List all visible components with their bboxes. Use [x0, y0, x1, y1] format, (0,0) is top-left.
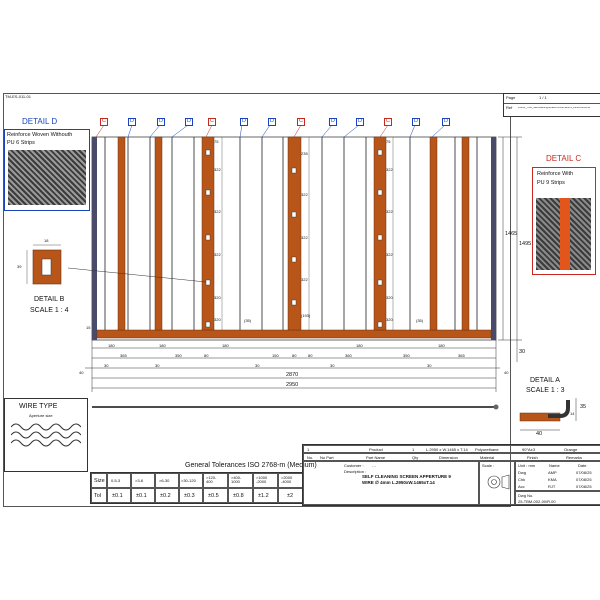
callout-d[interactable]: D — [242, 118, 246, 124]
bottom-dim: 365 — [120, 353, 127, 358]
bottom-dim: 30 — [104, 363, 109, 368]
height-dim-hook: 30 — [519, 349, 526, 355]
bottom-dim: 30 — [330, 363, 335, 368]
bottom-dim: 80 — [308, 353, 313, 358]
bottom-dim: 180 — [356, 343, 363, 348]
callout-d[interactable]: D — [358, 118, 362, 124]
tolerance-title: General Tolerances ISO 2768-m (Medium) — [185, 462, 317, 469]
bottom-dim: 30 — [427, 363, 432, 368]
bottom-dim: 180 — [108, 343, 115, 348]
bottom-dim: 360 — [345, 353, 352, 358]
wire-type-title: WIRE TYPE — [19, 403, 58, 410]
detail-c-title: DETAIL C — [546, 154, 582, 163]
bottom-dim: 180 — [159, 343, 166, 348]
tb-scale: Scale : — [479, 461, 515, 505]
callout-leaders — [96, 125, 388, 137]
projection-symbol-icon — [486, 474, 510, 490]
detail-d-caption-2: PU 6 Strips — [7, 140, 35, 146]
detail-c-caption-1: Reinforce With — [537, 171, 574, 177]
callout-d[interactable]: D — [187, 118, 191, 124]
bottom-dim: 365 — [458, 353, 465, 358]
right-hook-edge — [491, 137, 496, 340]
detail-a-scale: SCALE 1 : 3 — [526, 387, 565, 394]
height-dim-inner: 1465 — [505, 231, 518, 237]
wire-profile-end — [494, 405, 499, 410]
bottom-dim: 350 — [175, 353, 182, 358]
detail-b-leader — [68, 268, 206, 282]
bottom-pu-strip — [97, 330, 491, 338]
detail-a-dim-w: 40 — [536, 431, 543, 437]
callout-d[interactable]: D — [130, 118, 134, 124]
bottom-dim: 40 — [79, 370, 84, 375]
strip-3-dims: 75 322 322 322 320 320 — [386, 139, 393, 322]
tolerance-table: Size Tol 0.5-3 >3-6 >6-30 >30-120 >120- 400 >400- 1000 >1000 -2000 >2000 -4000 ±0.1 ±0.1 ±0.2 ±0.3 ±0.5 ±0.8 ±1.2 ±2 — [90, 472, 304, 504]
detail-b-dim-w: 18 — [44, 238, 49, 243]
detail-a-title: DETAIL A — [530, 377, 560, 384]
strip-1-dims: 75 322 322 322 320 320 — [214, 139, 221, 322]
callout-d[interactable]: D — [331, 118, 335, 124]
pu-strip-photo — [560, 198, 570, 270]
paren-dim: (35) — [416, 318, 424, 323]
callout-leaders-blue — [128, 125, 445, 137]
detail-b-shape — [27, 245, 61, 284]
detail-b-scale: SCALE 1 : 4 — [30, 307, 69, 314]
detail-a-dim-h1: 35 — [580, 404, 587, 410]
callout-c[interactable]: C — [299, 118, 303, 124]
callout-d[interactable]: D — [444, 118, 448, 124]
title-block — [302, 444, 600, 506]
pu-strip-mesh-photo — [536, 198, 591, 270]
wire-weave-sketch — [11, 421, 81, 449]
callout-c[interactable]: C — [386, 118, 390, 124]
detail-b-dim-h: 39 — [17, 264, 22, 269]
bottom-dim: 150 — [272, 353, 279, 358]
detail-c-box — [532, 167, 596, 275]
bottom-dim: 350 — [403, 353, 410, 358]
detail-a-shape — [520, 398, 576, 430]
callout-d[interactable]: D — [414, 118, 418, 124]
bottom-dim: 30 — [155, 363, 160, 368]
callout-d[interactable]: D — [159, 118, 163, 124]
height-dim-outer: 1495 — [519, 241, 532, 247]
tb-description: Customer : - - Description : SELF CLEANING SCREEN APPERTURE 9 WIRE ∅ 4mm L.2950xW.1465xT.14 — [303, 461, 479, 505]
detail-a-dim-h2: 14 — [570, 411, 575, 416]
left-dim: 15 — [86, 325, 91, 330]
bottom-dim: 80 — [292, 353, 297, 358]
tb-dwg-no: Dwg No. 25-TBM-002-00/R.00 — [515, 491, 600, 505]
page-label: Page — [506, 95, 516, 100]
detail-d-title: DETAIL D — [22, 117, 58, 126]
bottom-dim: 180 — [222, 343, 229, 348]
ref-value: L2950_TM4_SelfCleaningScreen-W950-wire-4_2950x1465x14 — [518, 107, 591, 109]
bottom-dim: 180 — [438, 343, 445, 348]
ref-label: Ref — [506, 105, 513, 110]
tb-row1: 1 Product 1 L.2950 x W.1465 x T.14 Polyurethane 90°A±3 Orange — [303, 445, 600, 453]
bottom-dim: 30 — [255, 363, 260, 368]
total-inner-dim: 2870 — [286, 372, 299, 378]
bottom-dim: 80 — [204, 353, 209, 358]
strip-2-dims: 235 322 322 322 (193) — [301, 151, 311, 318]
detail-c-caption-2: PU 9 Strips — [537, 180, 565, 186]
total-outer-dim: 2950 — [286, 382, 299, 388]
page-value: 1 / 1 — [539, 95, 547, 100]
callout-c[interactable]: C — [210, 118, 214, 124]
wire-type-label: Aperture size — [29, 413, 53, 418]
detail-d-box — [4, 129, 90, 211]
right-dimensions — [498, 137, 522, 362]
detail-b-title: DETAIL B — [34, 296, 65, 303]
detail-d-caption-1: Reinforce Woven Withouth — [7, 132, 73, 138]
tb-approvals: Unit : mm Name Date Dwg AMP 07/08/25 Chk KMA 07/08/25 Acc RJT 07/08/25 — [515, 461, 600, 491]
left-hook-edge — [92, 137, 97, 340]
tb-headers: No. No Part Part Name Qty Dimension Material Finish Remarks — [303, 453, 600, 461]
callout-c[interactable]: C — [102, 118, 106, 124]
bottom-dim: 40 — [504, 370, 509, 375]
paren-dim: (35) — [244, 318, 252, 323]
drawing-id: TM-ES-011-01 — [5, 94, 31, 99]
woven-mesh-photo — [8, 150, 86, 205]
callout-d[interactable]: D — [270, 118, 274, 124]
wire-type-box — [4, 398, 88, 472]
